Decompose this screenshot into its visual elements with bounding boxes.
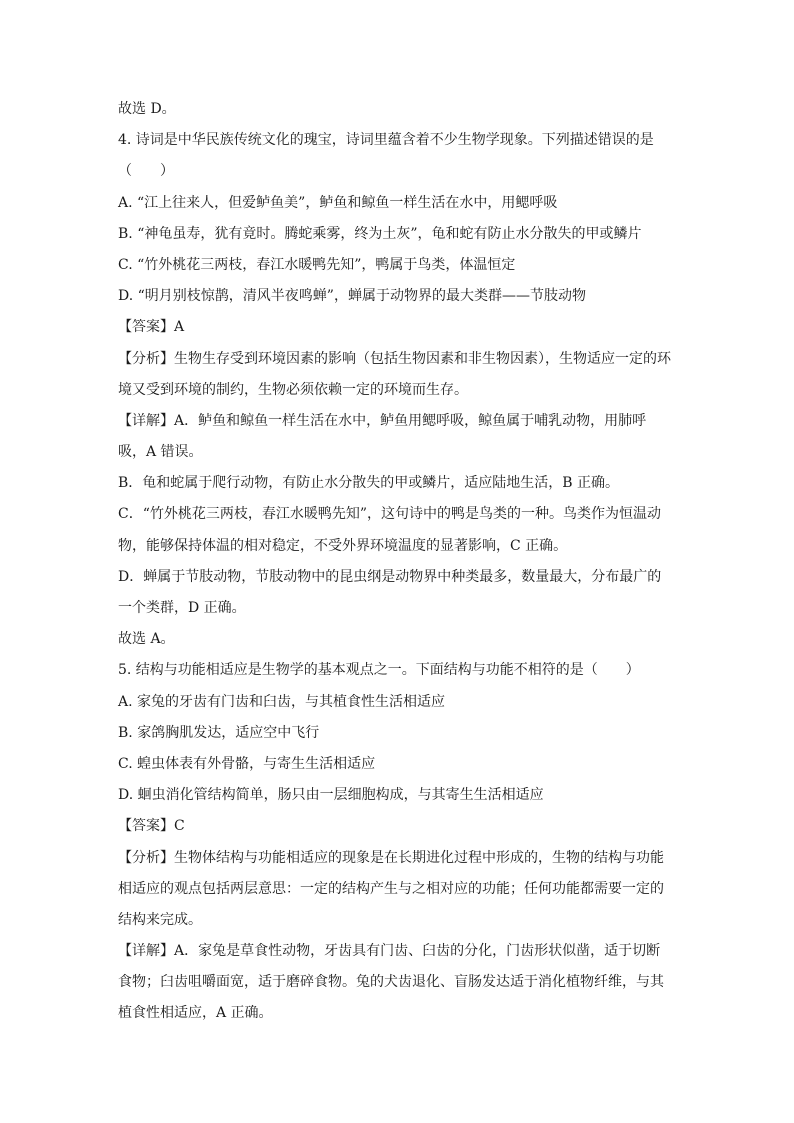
option-a: A. “江上往来人，但爱鲈鱼美”，鲈鱼和鲸鱼一样生活在水中，用鳃呼吸 — [118, 194, 558, 211]
question-5-stem: 5. 结构与功能相适应是生物学的基本观点之一。下面结构与功能不相符的是（ ） — [118, 662, 640, 679]
detail-text: 植食性相适应，A 正确。 — [118, 1005, 273, 1022]
detail-text: 食物；臼齿咀嚼面宽，适于磨碎食物。兔的犬齿退化、盲肠发达适于消化植物纤维，与其 — [118, 974, 664, 991]
option-a: A. 家兔的牙齿有门齿和臼齿，与其植食性生活相适应 — [118, 693, 446, 710]
detail-text: C．“竹外桃花三两枝，春江水暖鸭先知”，这句诗中的鸭是鸟类的一种。鸟类作为恒温动 — [118, 506, 662, 523]
option-d: D. 蛔虫消化管结构简单，肠只由一层细胞构成，与其寄生生活相适应 — [118, 787, 544, 804]
option-c: C. “竹外桃花三两枝，春江水暖鸭先知”，鸭属于鸟类，体温恒定 — [118, 256, 516, 273]
document-page — [118, 94, 678, 1030]
choice-result: 故选 A。 — [118, 631, 175, 648]
option-b: B. “神龟虽寿，犹有竟时。腾蛇乘雾，终为土灰”，龟和蛇有防止水分散失的甲或鳞片 — [118, 225, 642, 242]
analysis-text: 【分析】生物生存受到环境因素的影响（包括生物因素和非生物因素），生物适应一定的环 — [118, 350, 671, 367]
question-4-stem: 4. 诗词是中华民族传统文化的瑰宝，诗词里蕴含着不少生物学现象。下列描述错误的是 — [118, 132, 654, 149]
analysis-text: 【分析】生物体结构与功能相适应的现象是在长期进化过程中形成的，生物的结构与功能 — [118, 849, 664, 866]
detail-text: D．蝉属于节肢动物，节肢动物中的昆虫纲是动物界中种类最多，数量最大，分布最广的 — [118, 568, 662, 585]
detail-text: B．龟和蛇属于爬行动物，有防止水分散失的甲或鳞片，适应陆地生活，B 正确。 — [118, 475, 620, 492]
analysis-text: 相适应的观点包括两层意思：一定的结构产生与之相对应的功能；任何功能都需要一定的 — [118, 880, 664, 897]
question-4-blank: （ ） — [118, 163, 174, 180]
answer-label: 【答案】C — [118, 818, 185, 835]
analysis-text: 境又受到环境的制约，生物必须依赖一定的环境而生存。 — [118, 381, 468, 398]
detail-text: 吸，A 错误。 — [118, 444, 203, 461]
option-c: C. 蝗虫体表有外骨骼，与寄生生活相适应 — [118, 755, 376, 772]
option-d: D. “明月别枝惊鹊，清风半夜鸣蝉”，蝉属于动物界的最大类群——节肢动物 — [118, 288, 586, 305]
detail-text: 物，能够保持体温的相对稳定，不受外界环境温度的显著影响，C 正确。 — [118, 537, 568, 554]
text-line: 故选 D。 — [118, 101, 176, 117]
detail-text: 【详解】A．鲈鱼和鲸鱼一样生活在水中，鲈鱼用鳃呼吸，鲸鱼属于哺乳动物，用肺呼 — [118, 412, 647, 429]
answer-label: 【答案】A — [118, 319, 185, 336]
detail-text: 【详解】A．家兔是草食性动物，牙齿具有门齿、臼齿的分化，门齿形状似凿，适于切断 — [118, 943, 661, 960]
detail-text: 一个类群，D 正确。 — [118, 600, 246, 616]
analysis-text: 结构来完成。 — [118, 911, 202, 928]
option-b: B. 家鸽胸肌发达，适应空中飞行 — [118, 724, 320, 741]
